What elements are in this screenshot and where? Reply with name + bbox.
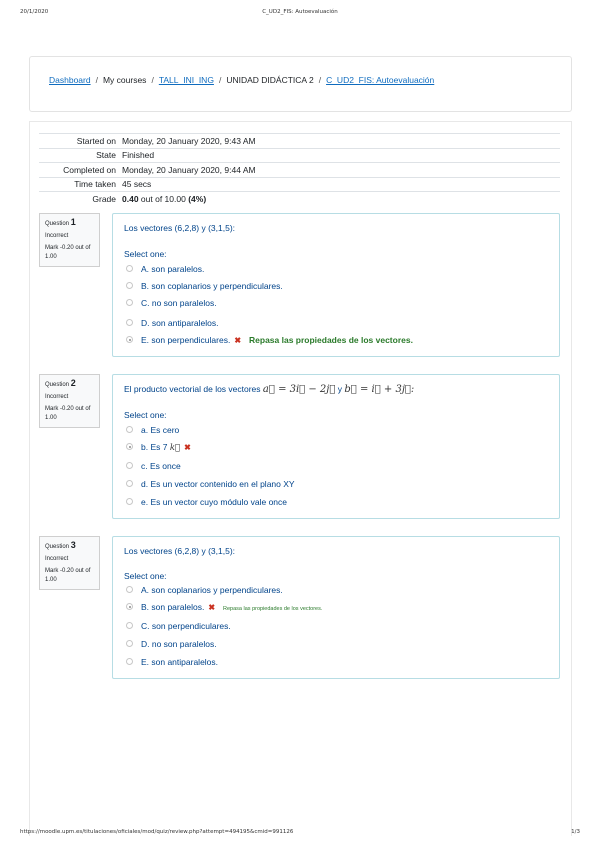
answer-option-selected[interactable] — [126, 442, 191, 453]
answer-option[interactable] — [126, 264, 204, 275]
radio-button[interactable] — [126, 658, 133, 665]
select-one-prompt: Select one: — [124, 571, 167, 581]
summary-label: Grade — [92, 194, 116, 204]
breadcrumb-dashboard-link[interactable]: Dashboard — [49, 75, 91, 85]
answer-option[interactable] — [126, 425, 179, 436]
select-one-prompt: Select one: — [124, 410, 167, 420]
print-title: C_UD2_FIS: Autoevaluación — [262, 9, 338, 15]
radio-button[interactable] — [126, 265, 133, 272]
breadcrumb-my-courses[interactable]: My courses — [102, 75, 147, 85]
question-text: Los vectores (6,2,8) y (3,1,5): — [124, 546, 236, 556]
answer-option[interactable] — [126, 657, 218, 668]
question-state: Incorrect — [45, 394, 69, 400]
radio-button[interactable] — [126, 299, 133, 306]
question-number: 1 — [70, 217, 76, 227]
breadcrumb-quiz-link[interactable]: C_UD2_FIS: Autoevaluación — [326, 75, 435, 85]
option-label: d. Es un vector contenido en el plano XY — [141, 479, 295, 489]
print-header — [20, 9, 580, 19]
incorrect-icon: ✖ — [184, 443, 191, 452]
radio-button[interactable] — [126, 586, 133, 593]
radio-button[interactable] — [126, 480, 133, 487]
answer-option-selected[interactable] — [126, 602, 322, 613]
quiz-summary-table — [39, 133, 560, 206]
summary-row-time — [39, 177, 560, 192]
question-info-2 — [39, 374, 100, 428]
question-mark: Mark -0.20 out of 1.00 — [45, 568, 91, 583]
question-content-3 — [112, 536, 560, 679]
question-text-start: El producto vectorial de los vectores — [124, 384, 261, 394]
answer-option[interactable] — [126, 461, 181, 472]
question-info-1 — [39, 213, 100, 267]
question-mark: Mark -0.20 out of 1.00 — [45, 406, 91, 421]
question-label: Question — [45, 544, 70, 550]
answer-option[interactable] — [126, 497, 287, 508]
option-label: D. no son paralelos. — [141, 639, 217, 649]
breadcrumb — [49, 75, 434, 85]
answer-option[interactable] — [126, 621, 231, 632]
option-label: B. son coplanarios y perpendiculares. — [141, 281, 283, 291]
option-label: D. son antiparalelos. — [141, 318, 219, 328]
summary-value: Monday, 20 January 2020, 9:44 AM — [122, 164, 256, 175]
print-date: 20/1/2020 — [20, 9, 49, 15]
grade-percent: (4%) — [188, 194, 207, 204]
incorrect-icon: ✖ — [234, 336, 242, 345]
option-label: A. son paralelos. — [141, 264, 205, 274]
print-url: https://moodle.upm.es/titulaciones/oficiales/mod/quiz/review.php?attempt=494195&cmid=991126 — [20, 829, 294, 835]
question-label: Question — [45, 221, 70, 227]
answer-option[interactable] — [126, 639, 217, 650]
option-label: e. Es un vector cuyo módulo vale once — [141, 497, 287, 507]
radio-button-checked[interactable] — [126, 443, 133, 450]
summary-row-completed — [39, 163, 560, 178]
radio-button[interactable] — [126, 622, 133, 629]
question-info-3 — [39, 536, 100, 590]
radio-button[interactable] — [126, 426, 133, 433]
print-page-number: 1/3 — [571, 829, 580, 835]
summary-label: Completed on — [63, 164, 116, 175]
feedback-text: Repasa las propiedades de los vectores. — [223, 606, 323, 612]
feedback-text: Repasa las propiedades de los vectores. — [249, 335, 413, 345]
radio-button[interactable] — [126, 498, 133, 505]
summary-value: Monday, 20 January 2020, 9:43 AM — [122, 135, 256, 146]
question-text — [124, 384, 414, 395]
answer-option[interactable] — [126, 318, 219, 329]
breadcrumb-unit: UNIDAD DIDÁCTICA 2 — [226, 75, 314, 85]
summary-label: Started on — [76, 135, 116, 146]
radio-button[interactable] — [126, 319, 133, 326]
option-label: B. son paralelos. — [141, 602, 205, 612]
option-label: b. Es 7 — [141, 442, 168, 452]
summary-value — [122, 192, 560, 207]
option-label: C. no son paralelos. — [141, 298, 217, 308]
option-label: C. son perpendiculares. — [141, 621, 231, 631]
grade-rest: out of 10.00 — [140, 194, 186, 204]
incorrect-icon: ✖ — [208, 603, 216, 612]
breadcrumb-separator: / — [95, 75, 98, 85]
option-label: E. son antiparalelos. — [141, 657, 219, 667]
summary-value: 45 secs — [122, 179, 152, 190]
option-label: a. Es cero — [141, 425, 180, 435]
answer-option[interactable] — [126, 281, 283, 292]
question-text: Los vectores (6,2,8) y (3,1,5): — [124, 223, 236, 233]
select-one-prompt: Select one: — [124, 249, 167, 259]
radio-button[interactable] — [126, 282, 133, 289]
k-vector: k⃗ — [169, 443, 181, 453]
question-content-2 — [112, 374, 560, 519]
question-state: Incorrect — [45, 233, 69, 239]
radio-button-checked[interactable] — [126, 336, 133, 343]
radio-button[interactable] — [126, 640, 133, 647]
question-content-1 — [112, 213, 560, 357]
breadcrumb-separator: / — [318, 75, 322, 85]
option-label: E. son perpendiculares. — [141, 335, 231, 345]
answer-option-selected[interactable] — [126, 335, 413, 346]
question-mark: Mark -0.20 out of 1.00 — [45, 245, 91, 260]
breadcrumb-separator: / — [151, 75, 154, 85]
option-label: c. Es once — [141, 461, 181, 471]
summary-value: Finished — [122, 150, 155, 161]
answer-option[interactable] — [126, 585, 283, 596]
breadcrumb-container — [29, 56, 572, 112]
question-text-mid: y — [337, 384, 343, 394]
answer-option[interactable] — [126, 479, 295, 490]
summary-label: Time taken — [74, 179, 116, 190]
vector-b-formula: b⃗ = i⃗ + 3j⃗: — [344, 384, 415, 395]
print-footer — [20, 829, 580, 839]
radio-button-checked[interactable] — [126, 603, 133, 610]
option-label: A. son coplanarios y perpendiculares. — [141, 585, 283, 595]
question-number: 2 — [70, 378, 76, 388]
radio-button[interactable] — [126, 462, 133, 469]
question-label: Question — [45, 382, 70, 388]
answer-option[interactable] — [126, 298, 217, 309]
breadcrumb-course-link[interactable]: TALL_INI_ING — [158, 75, 214, 85]
question-state: Incorrect — [45, 556, 69, 562]
summary-row-grade — [39, 192, 560, 207]
vector-a-formula: a⃗ = 3i⃗ − 2j⃗ — [262, 384, 336, 395]
breadcrumb-separator: / — [218, 75, 222, 85]
summary-row-started — [39, 134, 560, 149]
question-number: 3 — [70, 540, 76, 550]
grade-score: 0.40 — [122, 194, 139, 204]
summary-label: State — [96, 150, 116, 161]
summary-row-state — [39, 148, 560, 163]
